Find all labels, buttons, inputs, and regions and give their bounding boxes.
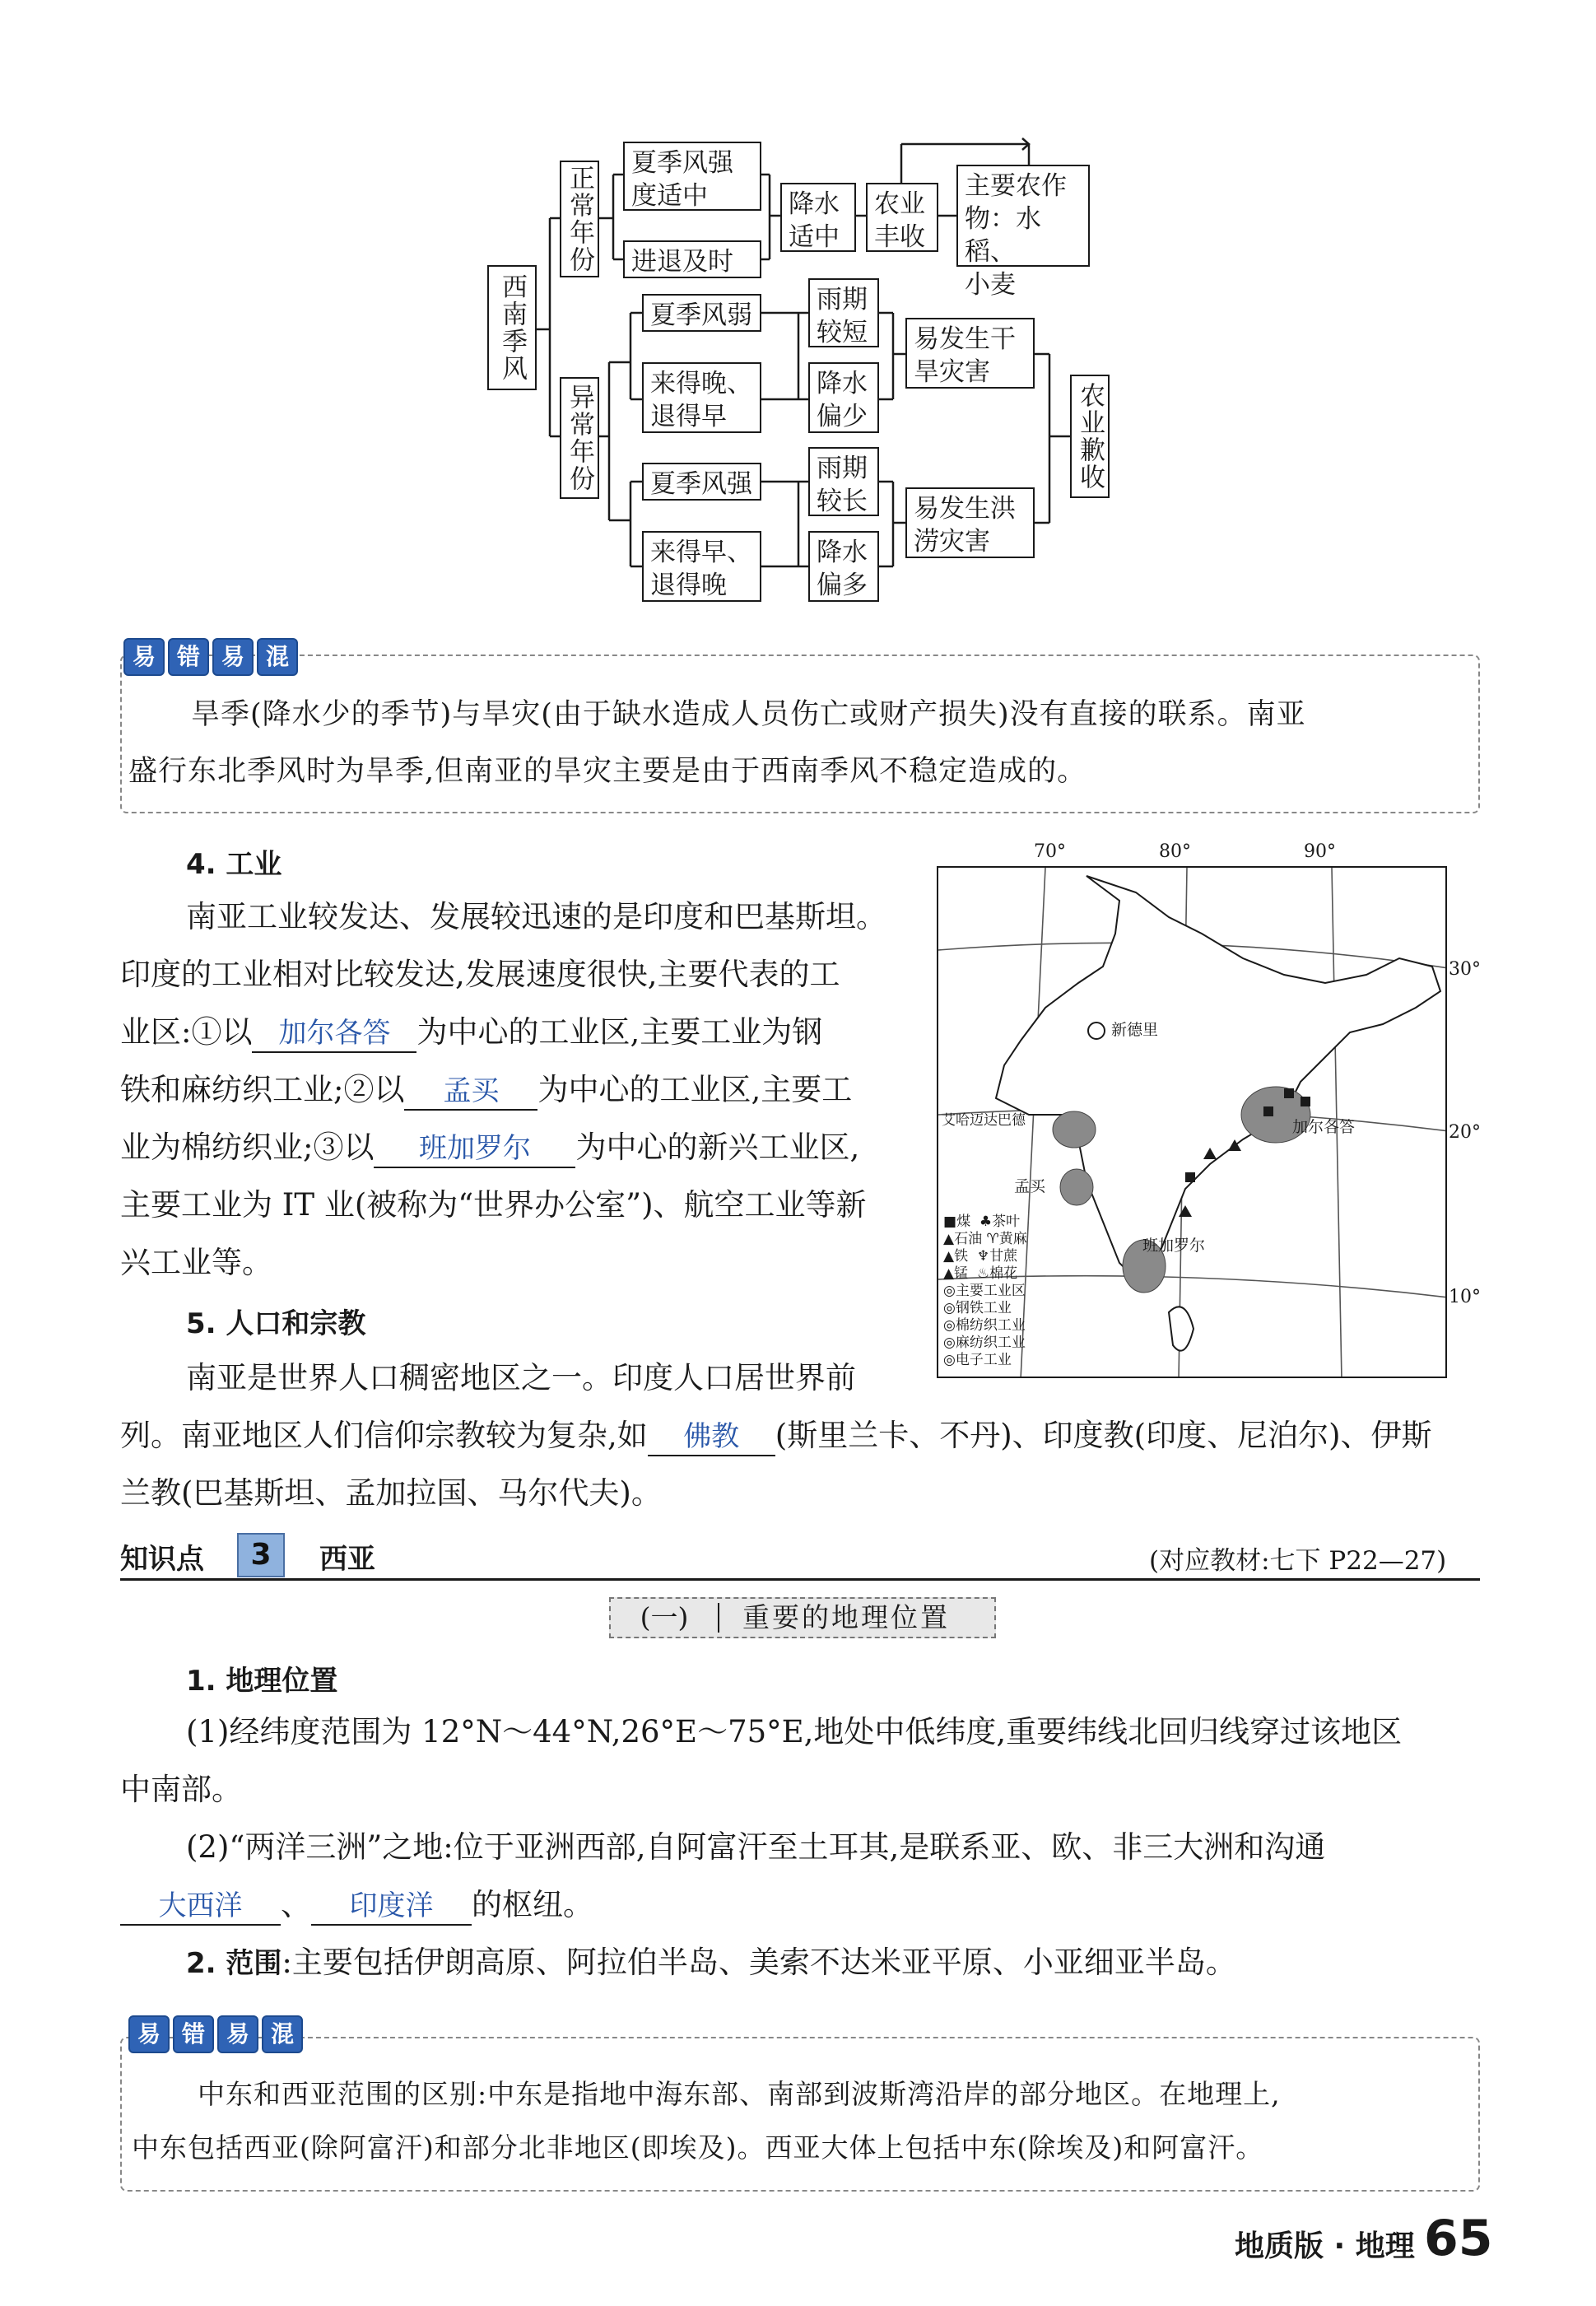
subsection-number: (一): [640, 1601, 689, 1633]
sugarcane-icon: ♆: [976, 1248, 990, 1265]
legend-label: 钢铁工业: [955, 1300, 1012, 1316]
city-mumbai: 孟买: [1014, 1177, 1046, 1195]
box-weak-monsoon: 夏季风弱: [642, 294, 761, 332]
legend-label: 煤: [956, 1214, 971, 1230]
legend-label: 铁: [954, 1248, 969, 1265]
answer-kolkata: 加尔各答: [252, 1015, 416, 1053]
legend-label: 茶叶: [992, 1214, 1021, 1230]
subsection-heading: [609, 1597, 996, 1638]
tea-icon: ♣: [979, 1214, 993, 1230]
population-line-2: [120, 1408, 1432, 1464]
text: 、: [281, 1887, 311, 1922]
lon-label-80: 80°: [1159, 841, 1191, 862]
tag-char: 混: [262, 2015, 303, 2053]
box-strong-monsoon: 夏季风强: [642, 463, 761, 501]
population-line-1: 南亚是世界人口稠密地区之一。印度人口居世界前: [186, 1360, 856, 1395]
text: 业为棉纺织业;③以: [120, 1130, 375, 1165]
knowledge-point-number: 3: [237, 1533, 285, 1577]
section-rule: [120, 1578, 1480, 1581]
oil-icon: ▲: [943, 1231, 955, 1247]
easy-mistake-tag-2: [128, 2015, 303, 2053]
box-crop-failure: 农业歉收: [1070, 375, 1110, 498]
legend-steel: ◎钢铁工业: [943, 1300, 1012, 1316]
tag-char: 错: [173, 2015, 214, 2053]
industry-heading: 4. 工业: [186, 848, 282, 881]
industry-line-2: 印度的工业相对比较发达,发展速度很快,主要代表的工: [120, 957, 840, 992]
iron-icon: ▲: [943, 1248, 955, 1265]
industry-line-5: [120, 1120, 859, 1176]
text: :主要包括伊朗高原、阿拉伯半岛、美索不达米亚平原、小亚细亚半岛。: [282, 1945, 1236, 1980]
text: 列。南亚地区人们信仰宗教较为复杂,如: [120, 1418, 648, 1453]
box-harvest: 农业 丰收: [866, 183, 938, 252]
industry-line-7: 兴工业等。: [120, 1245, 272, 1280]
location-p2-line-2: [120, 1877, 593, 1933]
manganese-icon: ▲: [943, 1265, 955, 1282]
text: 为中心的工业区,主要工: [537, 1072, 853, 1107]
callout-1-line-1: 旱季(降水少的季节)与旱灾(由于缺水造成人员伤亡或财产损失)没有直接的联系。南亚: [191, 698, 1306, 731]
edition-label: 地质版 · 地理: [1235, 2229, 1415, 2263]
text: 为中心的新兴工业区,: [575, 1130, 860, 1165]
legend-iron: [943, 1248, 1050, 1265]
legend-label: 锰: [954, 1265, 969, 1282]
box-abnormal-year: 异常年份: [560, 377, 599, 499]
lon-label-70: 70°: [1034, 841, 1066, 862]
legend-label: 石油: [954, 1231, 983, 1247]
answer-mumbai: 孟买: [404, 1073, 537, 1111]
callout-2-line-2: 中东包括西亚(除阿富汗)和部分北非地区(即埃及)。西亚大体上包括中东(除埃及)和阿富汗。: [132, 2131, 1264, 2164]
location-heading: 1. 地理位置: [186, 1665, 338, 1698]
answer-atlantic: 大西洋: [120, 1888, 281, 1926]
box-long-rainy: 雨期 较长: [808, 447, 879, 516]
location-p1-line-1: (1)经纬度范围为 12°N～44°N,26°E～75°E,地处中低纬度,重要纬线北回归线穿过该地区: [186, 1714, 1403, 1749]
population-line-3: 兰教(巴基斯坦、孟加拉国、马尔代夫)。: [120, 1475, 662, 1511]
box-late-early: 来得晚、 退得早: [642, 362, 761, 433]
legend-manganese: [943, 1265, 1050, 1283]
tag-char: 混: [257, 638, 298, 676]
callout-1-line-2: 盛行东北季风时为旱季,但南亚的旱灾主要是由于西南季风不稳定造成的。: [128, 755, 1087, 788]
box-early-late: 来得早、 退得晚: [642, 531, 761, 602]
tag-char: 易: [217, 2015, 258, 2053]
box-sw-monsoon: 西南季风: [487, 265, 537, 390]
text: 铁和麻纺织工业;②以: [120, 1072, 405, 1107]
answer-buddhism: 佛教: [648, 1419, 775, 1456]
industry-line-1: 南亚工业较发达、发展较迅速的是印度和巴基斯坦。: [186, 899, 886, 934]
tag-char: 易: [123, 638, 165, 676]
legend-label: 黄麻: [998, 1231, 1027, 1247]
box-drought: 易发生干 旱灾害: [905, 318, 1035, 389]
box-normal-rain: 降水 适中: [780, 183, 856, 252]
box-less-rain: 降水 偏少: [808, 362, 879, 433]
box-normal-year: 正常年份: [560, 161, 599, 277]
location-p2-line-1: (2)“两洋三洲”之地:位于亚洲西部,自阿富汗至土耳其,是联系亚、欧、非三大洲和沟通: [186, 1829, 1326, 1865]
box-normal-timing: 进退及时: [623, 240, 761, 278]
flowchart-connectors: [0, 0, 1596, 626]
easy-mistake-tag-1: [123, 638, 298, 676]
textbook-reference: (对应教材:七下 P22—27): [1149, 1546, 1447, 1576]
coal-icon: ■: [943, 1214, 957, 1230]
box-crops: 主要农作 物：水稻、 小麦: [956, 165, 1090, 267]
city-new-delhi: 新德里: [1111, 1021, 1159, 1039]
box-short-rainy: 雨期 较短: [808, 278, 879, 347]
tag-char: 错: [168, 638, 209, 676]
legend-label: 电子工业: [955, 1352, 1012, 1368]
legend-coal: [943, 1214, 1050, 1231]
box-flood: 易发生洪 涝灾害: [905, 487, 1035, 558]
page-number: 65: [1424, 2210, 1493, 2267]
legend-label: 麻纺织工业: [955, 1335, 1026, 1351]
legend-label: 甘蔗: [989, 1248, 1018, 1265]
box-more-rain: 降水 偏多: [808, 531, 879, 602]
legend-label: 主要工业区: [955, 1283, 1026, 1299]
jute-icon: ♈: [986, 1231, 999, 1247]
tag-char: 易: [212, 638, 254, 676]
industry-line-3: [120, 1004, 822, 1060]
city-kolkata: 加尔各答: [1292, 1118, 1356, 1136]
text: 的枢纽。: [472, 1887, 593, 1922]
legend-label: 棉花: [989, 1265, 1018, 1282]
range-heading: 2. 范围: [186, 1947, 282, 1980]
tag-char: 易: [128, 2015, 170, 2053]
population-heading: 5. 人口和宗教: [186, 1307, 366, 1340]
answer-indian-ocean: 印度洋: [311, 1888, 472, 1926]
subsection-title: 重要的地理位置: [742, 1601, 950, 1633]
answer-bangalore: 班加罗尔: [374, 1130, 575, 1168]
legend-jute-textile: ◎麻纺织工业: [943, 1335, 1026, 1351]
location-p1-line-2: 中南部。: [120, 1772, 242, 1807]
map-legend: [943, 1214, 1050, 1369]
callout-2-line-1: 中东和西亚范围的区别:中东是指地中海东部、南部到波斯湾沿岸的部分地区。在地理上,: [198, 2078, 1281, 2110]
lat-label-20: 20°: [1449, 1122, 1481, 1143]
legend-cotton-textile: ◎棉纺织工业: [943, 1317, 1026, 1334]
legend-electronics: ◎电子工业: [943, 1352, 1012, 1368]
legend-oil: [943, 1231, 1050, 1248]
knowledge-point-title: 西亚: [319, 1543, 375, 1576]
south-asia-industry-map: [937, 866, 1447, 1378]
city-bangalore: 班加罗尔: [1142, 1237, 1206, 1255]
range-line: [186, 1935, 1236, 1992]
lon-label-90: 90°: [1304, 841, 1336, 862]
city-ahmedabad: 艾哈迈达巴德: [942, 1112, 1026, 1129]
industry-line-6: 主要工业为 IT 业(被称为“世界办公室”)、航空工业等新: [120, 1187, 867, 1223]
text: 业区:①以: [120, 1014, 253, 1050]
text: 为中心的工业区,主要工业为钢: [416, 1014, 823, 1050]
lat-label-10: 10°: [1449, 1287, 1481, 1307]
text: (斯里兰卡、不丹)、印度教(印度、尼泊尔)、伊斯: [775, 1418, 1432, 1453]
industry-line-4: [120, 1062, 852, 1118]
cotton-icon: ♨: [976, 1265, 990, 1282]
legend-industrial-area: ◎主要工业区: [943, 1283, 1026, 1299]
box-normal-strength: 夏季风强 度适中: [623, 142, 761, 211]
legend-label: 棉纺织工业: [955, 1317, 1026, 1334]
knowledge-point-label: 知识点: [120, 1543, 204, 1576]
lat-label-30: 30°: [1449, 959, 1481, 980]
